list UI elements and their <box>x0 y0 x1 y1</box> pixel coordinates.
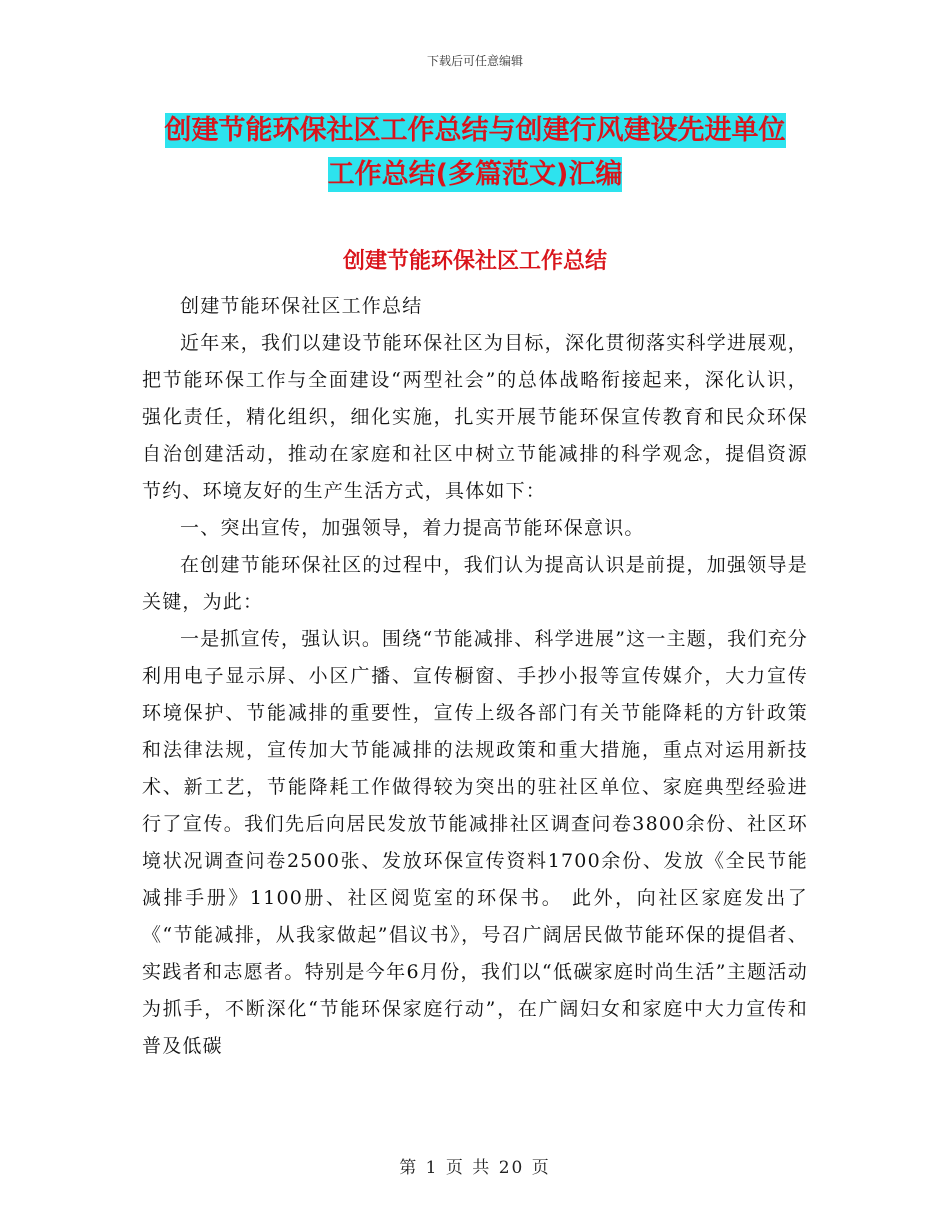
title-line-1-text: 创建节能环保社区工作总结与创建行风建设先进单位 <box>164 115 786 146</box>
body-text <box>142 288 808 1065</box>
paragraph: 一是抓宣传，强认识。围绕“节能减排、科学进展”这一主题，我们充分利用电子显示屏、小区广播、宣传橱窗、手抄小报等宣传媒介，大力宣传环境保护、节能减排的重要性，宣传上级各部门有关节能降耗的方针政策和法律法规，宣传加大节能减排的法规政策和重大措施，重点对运用新技术、新工艺，节能降耗工作做得较为突出的驻社区单位、家庭典型经验进行了宣传。我们先后向居民发放节能减排社区调查问卷3800余份、社区环境状况调查问卷2500张、发放环保宣传资料1700余份、发放《全民节能减排手册》1100册、社区阅览室的环保书。 此外，向社区家庭发出了《“节能减排，从我家做起”倡议书》，号召广阔居民做节能环保的提倡者、实践者和志愿者。特别是今年6月份，我们以“低碳家庭时尚生活”主题活动为抓手，不断深化“节能环保家庭行动”，在广阔妇女和家庭中大力宣传和普及低碳 <box>142 628 808 1057</box>
section-title: 创建节能环保社区工作总结 <box>342 249 607 274</box>
paragraph: 近年来，我们以建设节能环保社区为目标，深化贯彻落实科学进展观，把节能环保工作与全面建设“两型社会”的总体战略衔接起来，深化认识，强化责任，精化组织，细化实施，扎实开展节能环保宣传教育和民众环保自治创建活动，推动在家庭和社区中树立节能减排的科学观念，提倡资源节约、环境友好的生产生活方式，具体如下： <box>142 332 808 502</box>
header-note: 下载后可任意编辑 <box>426 54 523 68</box>
title-line-2-text: 工作总结(多篇范文)汇编 <box>327 159 623 190</box>
paragraph: 一、突出宣传，加强领导，着力提高节能环保意识。 <box>180 517 645 539</box>
paragraph: 在创建节能环保社区的过程中，我们认为提高认识是前提，加强领导是关键，为此： <box>142 554 808 613</box>
paragraph: 创建节能环保社区工作总结 <box>180 295 423 317</box>
page-footer: 第 1 页 共 20 页 <box>399 1158 551 1178</box>
document-title-line-1 <box>0 108 950 154</box>
document-title-line-2 <box>0 152 950 198</box>
